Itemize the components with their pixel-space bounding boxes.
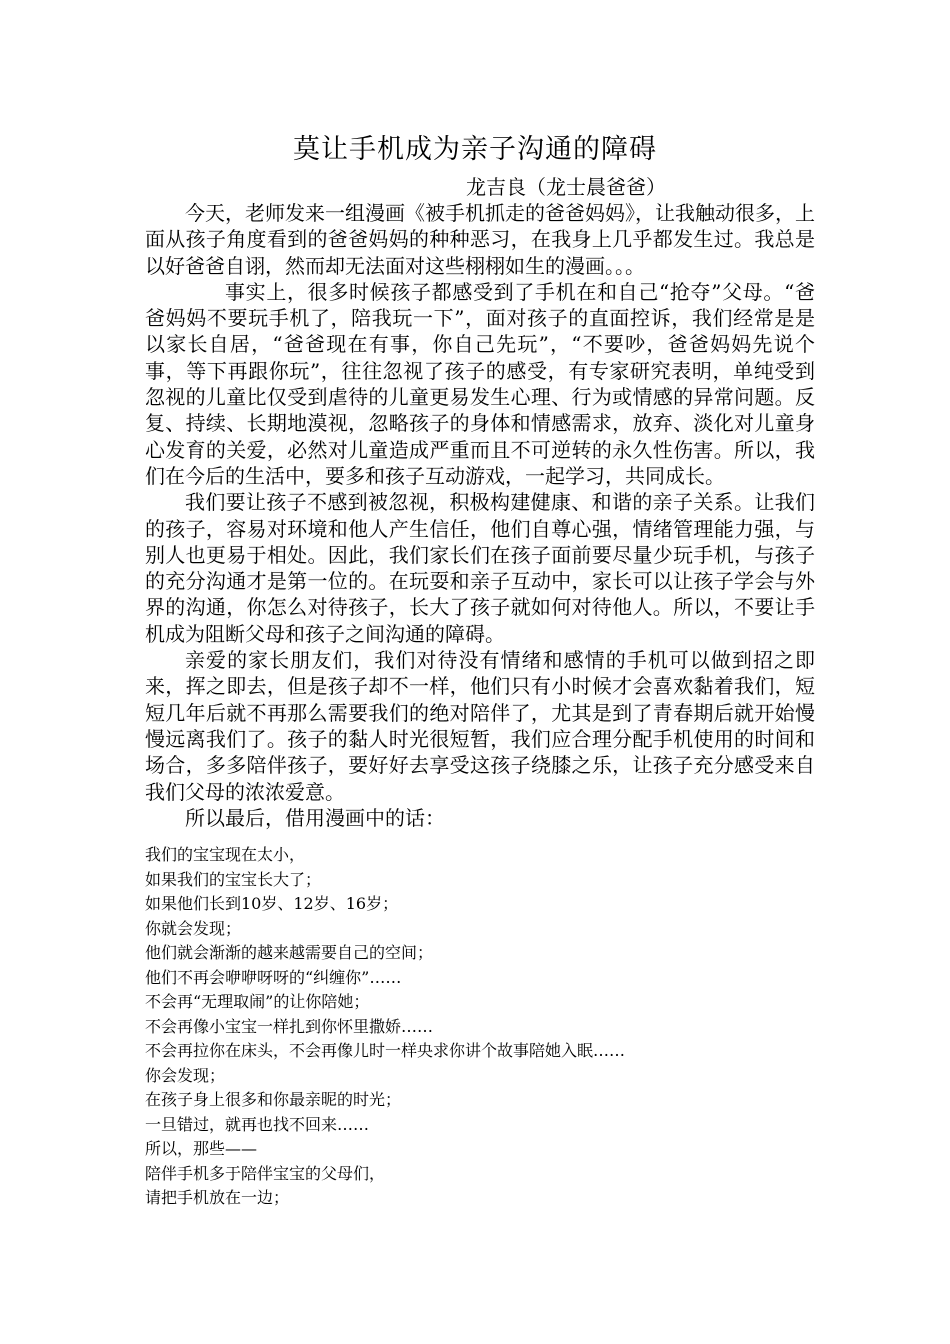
poem-line: 不会再“无理取闹”的让你陪她； bbox=[145, 992, 370, 1011]
poem-line: 你就会发现； bbox=[145, 918, 242, 938]
poem-line: 在孩子身上很多和你最亲昵的时光； bbox=[145, 1090, 402, 1109]
poem-line: 陪伴手机多于陪伴宝宝的父母们， bbox=[145, 1163, 386, 1183]
poem-line: 如果我们的宝宝长大了； bbox=[145, 869, 322, 889]
poem-line: 一旦错过，就再也找不回来…… bbox=[145, 1114, 370, 1134]
poem-line: 请把手机放在一边； bbox=[145, 1188, 290, 1207]
poem-line: 他们不再会咿咿呀呀的“纠缠你”…… bbox=[145, 967, 402, 987]
paragraph-appeal: 亲爱的家长朋友们，我们对待没有情绪和感情的手机可以做到招之即来，挥之即去，但是孩子却不一样，他们只有小时候才会喜欢黏着我们，短短几年后就不再那么需要我们的绝对陪伴了，尤其是到了青春期后就开始慢慢远离我们了。孩子的黏人时光很短暂，我们应合理分配手机使用的时间和场合，多多陪伴孩子，要好好去享受这孩子绕膝之乐，让孩子充分感受来自我们父母的浓浓爱意。 bbox=[145, 648, 815, 804]
poem-line: 所以，那些—— bbox=[145, 1139, 258, 1158]
poem-line: 你会发现； bbox=[145, 1065, 226, 1085]
paragraph-intro: 今天，老师发来一组漫画《被手机抓走的爸爸妈妈》，让我触动很多，上面从孩子角度看到的爸爸妈妈的种种恶习，在我身上几乎都发生过。我总是以好爸爸自诩，然而却无法面对这些栩栩如生的漫画。。。 bbox=[145, 201, 815, 278]
author-byline: 龙吉良（龙士晨爸爸） bbox=[466, 175, 666, 199]
poem-line: 如果他们长到10岁、12岁、16岁； bbox=[145, 894, 399, 913]
poem-line: 不会再拉你在床头，不会再像儿时一样央求你讲个故事陪她入眠…… bbox=[145, 1041, 626, 1060]
article-body bbox=[145, 200, 815, 831]
paragraph-fact: 事实上，很多时候孩子都感受到了手机在和自己“抢夺”父母。“爸爸妈妈不要玩手机了，陪我玩一下”，面对孩子的直面控诉，我们经常是是以家长自居，“爸爸现在有事，你自己先玩”，“不要吵，爸爸妈妈先说个事，等下再跟你玩”，往往忽视了孩子的感受，有专家研究表明，单纯受到忽视的儿童比仅受到虐待的儿童更易发生心理、行为或情感的异常问题。反复、持续、长期地漠视，忽略孩子的身体和情感需求，放弃、淡化对儿童身心发育的关爱，必然对儿童造成严重而且不可逆转的永久性伤害。所以，我们在今后的生活中，要多和孩子互动游戏，一起学习，共同成长。 bbox=[145, 279, 815, 488]
poem-line: 他们就会渐渐的越来越需要自己的空间； bbox=[145, 943, 434, 962]
poem-line: 不会再像小宝宝一样扎到你怀里撒娇…… bbox=[145, 1016, 434, 1036]
poem-line: 我们的宝宝现在太小， bbox=[145, 845, 306, 864]
document-title: 莫让手机成为亲子沟通的障碍 bbox=[293, 134, 657, 165]
paragraph-relationship: 我们要让孩子不感到被忽视，积极构建健康、和谐的亲子关系。让我们的孩子，容易对环境和他人产生信任，他们自尊心强，情绪管理能力强，与别人也更易于相处。因此，我们家长们在孩子面前要尽量少玩手机，与孩子的充分沟通才是第一位的。在玩耍和亲子互动中，家长可以让孩子学会与外界的沟通，你怎么对待孩子，长大了孩子就如何对待他人。所以，不要让手机成为阻断父母和孩子之间沟通的障碍。 bbox=[145, 490, 815, 646]
comic-quote-poem bbox=[145, 843, 845, 1211]
paragraph-closing-lead: 所以最后，借用漫画中的话： bbox=[185, 805, 445, 830]
